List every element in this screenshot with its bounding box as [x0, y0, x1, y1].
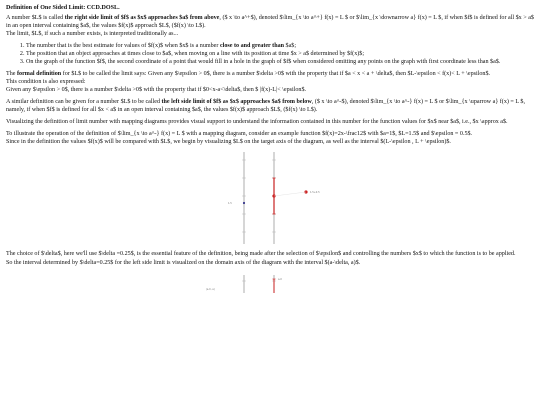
right-limit-definition — [6, 14, 534, 38]
domain-marker-point — [243, 202, 245, 204]
visualization-paragraph: Visualizing the definition of limit number with mapping diagrams provides visual support to understand the information contained in this number for the function values for $x$ near $a$, i.e., $x \approx a$. — [6, 119, 508, 126]
delta-choice-text-1: The choice of $\delta$, here we'll use $\delta =0.25$, is the essential feature of the definition, being made after the selection of $\epsilon$ and controlling the numbers $x$ to which the function is to be applied. — [6, 251, 516, 258]
list-item-text: On the graph of the function $f$, the second coordinate of a point that would fill in a hole in the graph of $f$ when considered omitting any points on the graph with first coordinate less than $a$. — [26, 59, 501, 66]
delta-choice-text-2: So the interval determined by $\delta=0.25$ for the left side limit is visualized on the domain axis of the diagram with the interval $(a-\delta, a)$. — [6, 259, 361, 266]
illustration-text-2: Since in the definition the values $f(x)$ will be compared with $L$, we begin by visualizing $L$ on the target axis of the diagram, as well as the interval $(L-\epsilon , L + \epsilon)$. — [6, 139, 451, 146]
left-bold: the left side limit of $f$ as $x$ approaches $a$ from below — [161, 99, 312, 106]
formal-bold: formal definition — [17, 71, 62, 78]
target-label-leader — [274, 192, 306, 196]
formal-text-3: This condition is also expressed: — [6, 79, 86, 86]
list-item — [26, 58, 534, 66]
left-limit-definition — [6, 98, 534, 114]
mapping-diagram-1 — [6, 150, 534, 246]
diagram-label-left: 1.5 — [228, 202, 232, 206]
diagram-label-right: 1.5+0.5 — [310, 191, 320, 195]
formal-text-1: The — [6, 71, 17, 78]
formal-text-2: for $L$ to be called the limit says: Given any $\epsilon > 0$, there is a number $\delta >0$ with the property that if $a < x < a + \delta$, then $L-\epsilon < f(x)< L + \epsilon$. — [61, 71, 491, 78]
intro-bold: the right side limit of $f$ as $x$ approaches $a$ from above — [64, 15, 220, 22]
diagram2-label-right: a-δ — [278, 277, 282, 281]
delta-choice-paragraph — [6, 250, 534, 266]
intro-text-2: , ($ x \to a^+$), denoted $\lim_{x \to a^+} f(x) = L $ or $\lim_{x \downarrow a} f(x) = L $, if when $f$ is defined for all $x > a$ in an open interval containing $a$, the values $f(x)$ approach $L$, ($f(x) \to L$). — [6, 15, 534, 30]
left-text-1: A similar definition can be given for a number $L$ to be called — [6, 99, 162, 106]
mapping-diagram-2 — [6, 271, 534, 293]
illustration-text-1: To illustrate the operation of the definition of $\lim_{x \to a^-} f(x) = L $ with a mapping diagram, consider an example function $f(x)=2x-\frac12$ with $a=1$, $L=1.5$ and $\epsilon = 0.5$. — [6, 131, 473, 138]
list-item-bold: close to and greater than — [219, 43, 285, 50]
list-item — [26, 50, 534, 58]
mapping-diagram-2-svg — [6, 271, 534, 293]
interpretation-list — [6, 42, 534, 66]
diagram2-label-left: (a-δ, a) — [206, 287, 215, 291]
formal-definition — [6, 70, 534, 94]
formal-text-4: Given any $\epsilon > 0$, there is a number $\delta >0$ with the property that if $0<x-a<\delta$, then $ |f(x)-L|< \epsilon$. — [6, 87, 307, 94]
illustration-paragraph — [6, 130, 534, 146]
list-item — [26, 42, 534, 50]
left-text-2: , ($ x \to a^-$), denoted $\lim_{x \to a^-} f(x) = L $ or $\lim_{x \uparrow a} f(x) = L $, namely, if when $f$ is defined for all $x < a$ in an open interval containing $a$, the values $f(x)$ approach $L$, ($f(x) \to L$). — [6, 99, 525, 114]
list-item-text: The number that is the best estimate for values of $f(x)$ when $x$ is a number — [26, 43, 220, 50]
list-item-text-end: $a$; — [284, 43, 297, 50]
mapping-diagram-1-svg — [6, 150, 534, 246]
list-item-text: The position that an object approaches at times close to $a$, when moving on a line with its position at time $x > a$ determined by $f(x)$; — [26, 51, 365, 58]
intro-text-1: A number $L$ is called — [6, 15, 65, 22]
intro-text-3: The limit, $L$, if such a number exists, is interpreted traditionally as... — [6, 31, 179, 38]
page-title: Definition of One Sided Limit: CCD.DOSL. — [6, 5, 120, 11]
